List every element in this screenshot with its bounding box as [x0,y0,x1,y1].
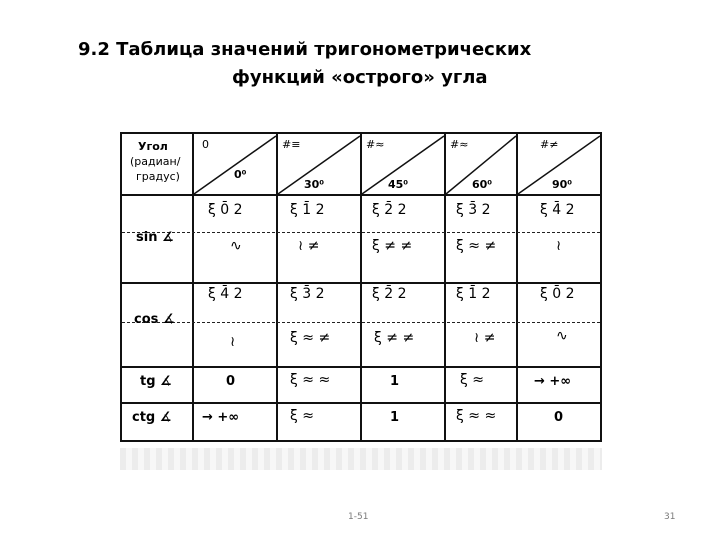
page-range: 1-51 [348,512,369,522]
cos-top-value: ξ 4̄ 2 [208,286,243,302]
header-diagonals [122,134,600,194]
faded-strip [120,448,602,470]
row-label-ctg: ctg ∡ [132,410,172,425]
tg-value: → +∞ [534,374,572,389]
cos-bottom-value: ≀ [230,334,236,350]
rad-value: 0 [202,138,209,151]
title-line-2: функций «острого» угла [232,67,488,88]
ctg-value: ξ ≈ ≈ [456,408,497,424]
deg-value: 60⁰ [472,178,493,191]
sin-bottom-value: ≀ [556,238,562,254]
deg-value: 90⁰ [552,178,573,191]
sin-bottom-value: ∿ [230,238,242,254]
row-divider [122,402,600,404]
sin-dashed-divider [122,232,600,233]
tg-value: ξ ≈ ≈ [290,372,331,388]
row-divider [122,194,600,196]
cos-bottom-value: ξ ≈ ≠ [290,330,331,346]
cos-bottom-value: ≀ ≠ [474,330,496,346]
sin-top-value: ξ 0̄ 2 [208,202,243,218]
row-divider [122,366,600,368]
row-divider [122,282,600,284]
rad-value: #≠ [540,138,559,151]
cos-bottom-value: ∿ [556,328,568,344]
ctg-value: ξ ≈ [290,408,314,424]
rad-value: #≈ [450,138,469,151]
deg-value: 0⁰ [234,168,247,181]
tg-value: ξ ≈ [460,372,484,388]
cos-top-value: ξ 1̄ 2 [456,286,491,302]
row-label-cos: cos ∡ [134,312,175,327]
deg-value: 30⁰ [304,178,325,191]
sin-top-value: ξ 3̄ 2 [456,202,491,218]
degree-label: градус) [136,170,180,183]
sin-top-value: ξ 4̄ 2 [540,202,575,218]
ctg-value: → +∞ [202,410,240,425]
sin-top-value: ξ 2̄ 2 [372,202,407,218]
sin-top-value: ξ 1̄ 2 [290,202,325,218]
ctg-value: 1 [390,410,400,425]
ctg-value: 0 [554,410,564,425]
cos-top-value: ξ 3̄ 2 [290,286,325,302]
page-number: 31 [664,512,676,522]
cos-top-value: ξ 0̄ 2 [540,286,575,302]
tg-value: 1 [390,374,400,389]
row-label-tg: tg ∡ [140,374,172,389]
sin-bottom-value: ξ ≈ ≠ [456,238,497,254]
cos-dashed-divider [122,322,600,323]
title-line-1: 9.2 Таблица значений тригонометрических [78,39,532,60]
cos-bottom-value: ξ ≠ ≠ [374,330,415,346]
cos-top-value: ξ 2̄ 2 [372,286,407,302]
sin-bottom-value: ξ ≠ ≠ [372,238,413,254]
deg-value: 45⁰ [388,178,409,191]
angle-label: Угол [138,140,168,153]
rad-value: #≈ [366,138,385,151]
sin-bottom-value: ≀ ≠ [298,238,320,254]
row-label-sin: sin ∡ [136,230,174,245]
radian-label: (радиан/ [130,155,181,168]
trig-table [120,132,602,442]
rad-value: #≡ [282,138,301,151]
tg-value: 0 [226,374,236,389]
